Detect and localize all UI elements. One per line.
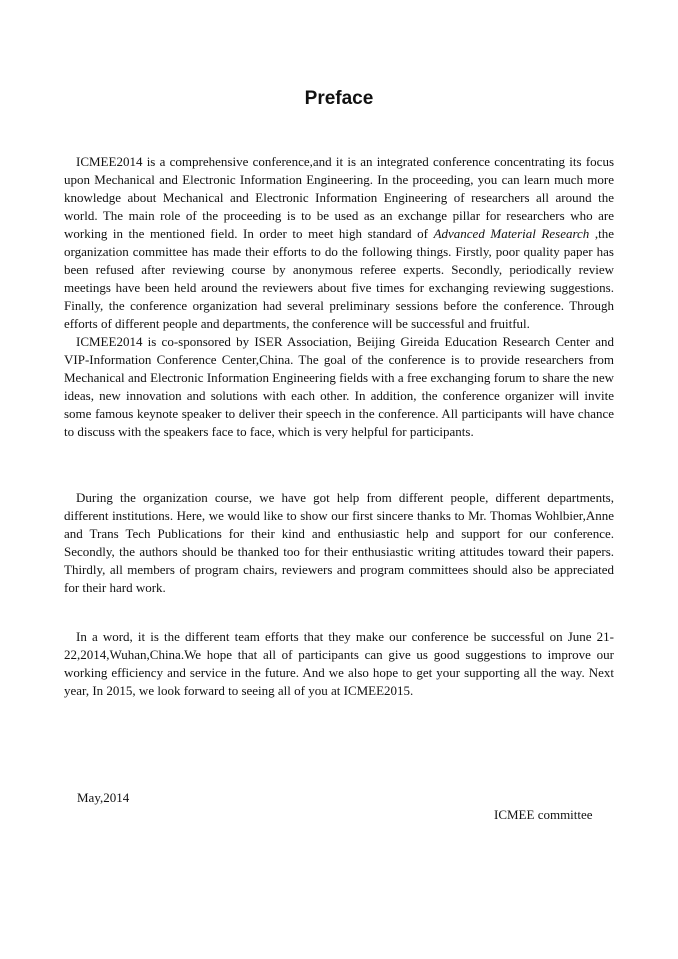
paragraph-1 [64, 153, 614, 333]
body-block-1 [64, 153, 614, 441]
journal-title: Advanced Material Research [433, 226, 590, 241]
document-date: May,2014 [77, 790, 130, 805]
paragraph-4: In a word, it is the different team efforts that they make our conference be successful on June 21-22,2014,Wuhan,China.We hope that all of participants can give us good suggestions to improve our working efficiency and service in the future. And we also hope to get your supporting all the way. Next year, In 2015, we look forward to seeing all of you at ICMEE2015. [64, 629, 614, 698]
paragraph-1-text-a: ICMEE2014 is a comprehensive conference,and it is an integrated conference concentrating its focus upon Mechanical and Electronic Information Engineering. In the proceeding, you can learn much more knowledge about Mechanical and Electronic Information Engineering of researchers all around the world. The main role of the proceeding is to be used as an exchange pillar for researchers who are working in the mentioned field. In order to meet high standard of [64, 154, 614, 241]
paragraph-3: During the organization course, we have got help from different people, different departments, different institutions. Here, we would like to show our first sincere thanks to Mr. Thomas Wohlbier,Anne and Trans Tech Publications for their kind and enthusiastic help and support for our conference. Secondly, the authors should be thanked too for their enthusiastic writing attitudes toward their papers. Thirdly, all members of program chairs, reviewers and program committees should also be appreciated for their hard work. [64, 490, 614, 595]
body-block-2 [64, 489, 614, 597]
paragraph-1-text-b: ,the organization committee has made their efforts to do the following things. Firstly, poor quality paper has been refused after reviewing course by anonymous referee experts. Secondly, periodically review meetings have been held around the reviewers about five times for exchanging reviewing suggestions. Finally, the conference organization had several preliminary sessions before the conference. Through efforts of different people and departments, the conference will be successful and fruitful. [64, 226, 614, 331]
page-title: Preface [304, 88, 374, 109]
signature: ICMEE committee [494, 807, 593, 822]
paragraph-2: ICMEE2014 is co-sponsored by ISER Association, Beijing Gireida Education Research Center and VIP-Information Conference Center,China. The goal of the conference is to provide researchers from Mechanical and Electronic Information Engineering fields with a free exchanging forum to share the new ideas, new innovation and solutions with each other. In addition, the conference organizer will invite some famous keynote speaker to deliver their speech in the conference. All participants will have chance to discuss with the speakers face to face, which is very helpful for participants. [64, 334, 614, 439]
body-block-3 [64, 628, 614, 700]
